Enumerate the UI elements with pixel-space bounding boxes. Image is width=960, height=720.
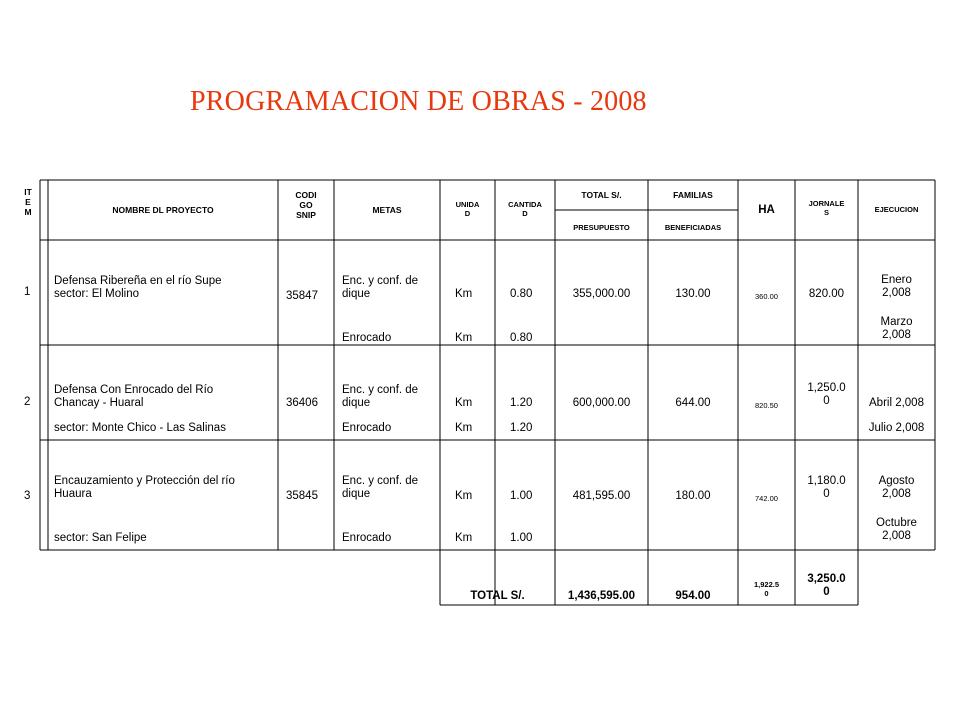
row2-presupuesto: 600,000.00 <box>572 397 631 409</box>
row3-codigo: 35845 <box>286 490 318 502</box>
header-jornales: JORNALE S <box>808 199 845 217</box>
row3-familias: 180.00 <box>675 490 711 502</box>
row3-jornales: 1,180.0 0 <box>807 475 846 500</box>
header-unidad: UNIDA D <box>455 200 480 218</box>
row3-item: 3 <box>24 490 31 502</box>
header-presupuesto: PRESUPUESTO <box>573 223 630 232</box>
row3-unidad2: Km <box>455 532 473 544</box>
row3-meta1: Enc. y conf. de dique <box>342 475 419 500</box>
row1-familias: 130.00 <box>675 288 711 300</box>
row3-ejec1: Agosto 2,008 <box>878 475 915 500</box>
header-nombre: NOMBRE DL PROYECTO <box>112 205 214 215</box>
row3-presupuesto: 481,595.00 <box>572 490 631 502</box>
row2-codigo: 36406 <box>286 397 318 409</box>
row1-meta1: Enc. y conf. de dique <box>342 275 419 300</box>
header-metas: METAS <box>372 205 402 215</box>
total-label: TOTAL S/. <box>470 590 525 602</box>
row3-cantidad1: 1.00 <box>510 490 533 502</box>
row2-ejec1: Abril 2,008 <box>869 397 924 409</box>
row1-codigo: 35847 <box>286 290 318 302</box>
row2-familias: 644.00 <box>675 397 711 409</box>
row2-jornales: 1,250.0 0 <box>807 382 846 407</box>
row2-nombre: Defensa Con Enrocado del Río Chancay - Huaral <box>54 384 214 409</box>
row3-unidad1: Km <box>455 490 473 502</box>
row3-cantidad2: 1.00 <box>510 532 533 544</box>
total-ha: 1,922.5 0 <box>753 580 780 598</box>
row2-ha: 820.50 <box>755 401 778 410</box>
row1-cantidad1: 0.80 <box>510 288 533 300</box>
row1-unidad1: Km <box>455 288 473 300</box>
row1-item: 1 <box>24 286 31 298</box>
header-ha: HA <box>758 204 775 216</box>
total-presupuesto: 1,436,595.00 <box>567 590 636 602</box>
row2-cantidad2: 1.20 <box>510 422 533 434</box>
row1-presupuesto: 355,000.00 <box>572 288 631 300</box>
row2-item: 2 <box>24 396 31 408</box>
row3-ha: 742.00 <box>755 494 778 503</box>
row1-jornales: 820.00 <box>808 288 845 300</box>
header-beneficiadas: BENEFICIADAS <box>664 223 722 232</box>
row3-nombre: Encauzamiento y Protección del río Huaura <box>54 475 235 500</box>
row2-unidad2: Km <box>455 422 473 434</box>
total-familias: 954.00 <box>675 590 711 602</box>
row1-ejec2: Marzo 2,008 <box>880 316 913 341</box>
row2-meta1: Enc. y conf. de dique <box>342 384 419 409</box>
row2-ejec2: Julio 2,008 <box>868 422 925 434</box>
row1-ha: 360.00 <box>755 292 778 301</box>
header-item: IT E M <box>24 187 32 217</box>
row1-cantidad2: 0.80 <box>510 332 533 344</box>
header-cantidad: CANTIDA D <box>508 200 542 218</box>
row2-meta2: Enrocado <box>342 422 392 434</box>
row2-sector: sector: Monte Chico - Las Salinas <box>54 422 226 434</box>
header-familias: FAMILIAS <box>673 190 713 200</box>
row1-ejec1: Enero 2,008 <box>881 274 912 299</box>
row1-nombre: Defensa Ribereña en el río Supe sector: El Molino <box>54 275 222 300</box>
row2-cantidad1: 1.20 <box>510 397 533 409</box>
header-total: TOTAL S/. <box>581 190 622 200</box>
row1-meta2: Enrocado <box>342 332 392 344</box>
row3-sector: sector: San Felipe <box>54 532 147 544</box>
header-ejecucion: EJECUCION <box>874 205 919 214</box>
page-title: PROGRAMACION DE OBRAS - 2008 <box>190 86 647 117</box>
row2-unidad1: Km <box>455 397 473 409</box>
header-codigo: CODI GO SNIP <box>295 190 317 220</box>
row3-meta2: Enrocado <box>342 532 392 544</box>
row1-unidad2: Km <box>455 332 473 344</box>
total-jornales: 3,250.0 0 <box>807 573 846 598</box>
row3-ejec2: Octubre 2,008 <box>876 517 917 542</box>
